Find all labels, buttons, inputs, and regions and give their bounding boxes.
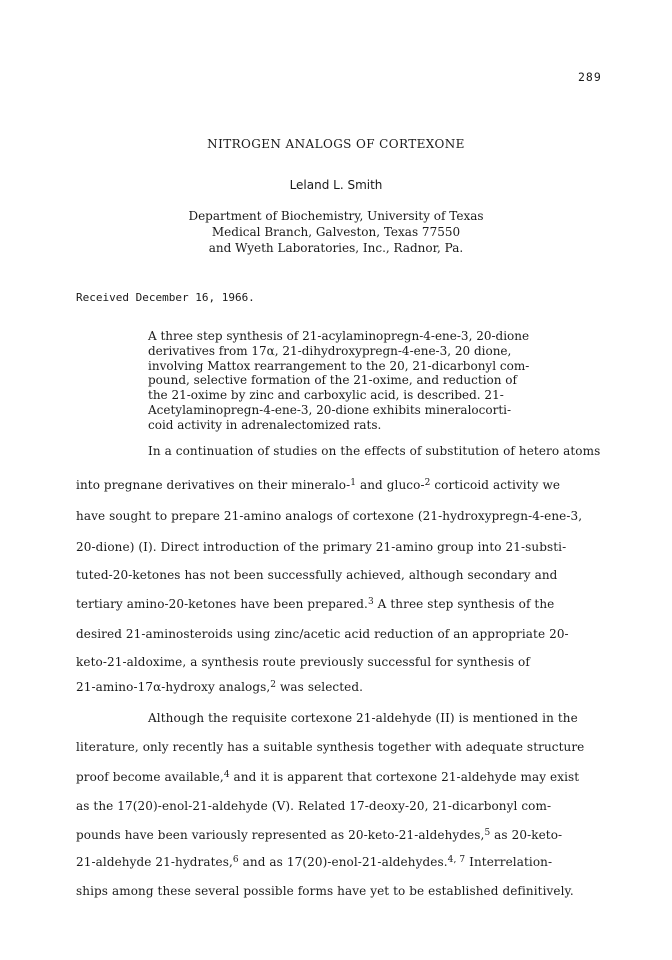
affiliation: [0, 208, 672, 256]
abstract-line: A three step synthesis of 21-acylaminopregn-4-ene-3, 20-dione: [148, 329, 530, 343]
abstract-line: the 21-oxime by zinc and carboxylic acid, is described. 21-: [148, 388, 504, 403]
body-text: and as 17(20)-enol-21-aldehydes.: [238, 855, 448, 869]
body-text: pounds have been variously represented as 20-keto-21-aldehydes,: [76, 828, 485, 842]
body-text: proof become available,: [76, 770, 224, 784]
abstract-line: derivatives from 17α, 21-dihydroxypregn-4-ene-3, 20 dione,: [148, 343, 512, 358]
body-line: [76, 597, 554, 611]
body-text: as 20-keto-: [490, 828, 563, 842]
body-line: literature, only recently has a suitable synthesis together with adequate structure: [76, 740, 585, 754]
page-number: 289: [578, 70, 602, 84]
body-text: 21-aldehyde 21-hydrates,: [76, 855, 233, 869]
body-line: 20-dione) (I). Direct introduction of the primary 21-amino group into 21-substi-: [76, 540, 567, 554]
citation-superscript: 2: [270, 680, 277, 690]
body-text: 21-amino-17α-hydroxy analogs,: [76, 680, 271, 694]
body-line: desired 21-aminosteroids using zinc/acetic acid reduction of an appropriate 20-: [76, 627, 569, 641]
body-text: tertiary amino-20-ketones have been prepared.: [76, 597, 368, 611]
body-text: Interrelation-: [465, 855, 553, 869]
body-text: was selected.: [276, 680, 364, 694]
body-line: keto-21-aldoxime, a synthesis route previously successful for synthesis of: [76, 655, 530, 669]
affiliation-line: Medical Branch, Galveston, Texas 77550: [211, 225, 461, 239]
body-line: [76, 478, 560, 492]
citation-superscript: 3: [367, 597, 374, 607]
body-line: have sought to prepare 21-amino analogs of cortexone (21-hydroxypregn-4-ene-3,: [76, 509, 583, 523]
body-text: and it is apparent that cortexone 21-aldehyde may exist: [229, 770, 580, 784]
affiliation-line: Department of Biochemistry, University of Texas: [188, 209, 484, 223]
body-line: tuted-20-ketones has not been successfully achieved, although secondary and: [76, 568, 558, 582]
citation-superscript: 4: [223, 770, 230, 780]
body-line: Although the requisite cortexone 21-aldehyde (II) is mentioned in the: [148, 711, 578, 725]
body-line: ships among these several possible forms have yet to be established definitively.: [76, 884, 574, 898]
body-line: as the 17(20)-enol-21-aldehyde (V). Related 17-deoxy-20, 21-dicarbonyl com-: [76, 799, 552, 813]
abstract-line: pound, selective formation of the 21-oxime, and reduction of: [148, 373, 517, 388]
body-text: A three step synthesis of the: [373, 597, 555, 611]
body-text: and gluco-: [356, 478, 425, 492]
abstract-line: involving Mattox rearrangement to the 20, 21-dicarbonyl com-: [148, 358, 530, 373]
body-line: [76, 855, 552, 869]
body-line: [76, 828, 562, 842]
body-text: corticoid activity we: [430, 478, 561, 492]
body-text: into pregnane derivatives on their mineralo-: [76, 478, 351, 492]
affiliation-line: and Wyeth Laboratories, Inc., Radnor, Pa.: [208, 241, 464, 255]
citation-superscript: 4, 7: [447, 855, 466, 865]
body-line: In a continuation of studies on the effects of substitution of hetero atoms: [148, 444, 601, 458]
body-line: [76, 770, 579, 784]
citation-superscript: 2: [424, 478, 431, 488]
citation-superscript: 1: [350, 478, 357, 488]
abstract-line: coid activity in adrenalectomized rats.: [148, 417, 382, 432]
abstract: [148, 329, 608, 433]
citation-superscript: 5: [484, 828, 491, 838]
body-line: [76, 680, 363, 694]
author: Leland L. Smith: [289, 178, 383, 192]
abstract-line: Acetylaminopregn-4-ene-3, 20-dione exhibits mineralocorti-: [148, 402, 512, 417]
citation-superscript: 6: [232, 855, 239, 865]
paper-title: NITROGEN ANALOGS OF CORTEXONE: [207, 137, 465, 151]
received-date: Received December 16, 1966.: [76, 291, 255, 304]
